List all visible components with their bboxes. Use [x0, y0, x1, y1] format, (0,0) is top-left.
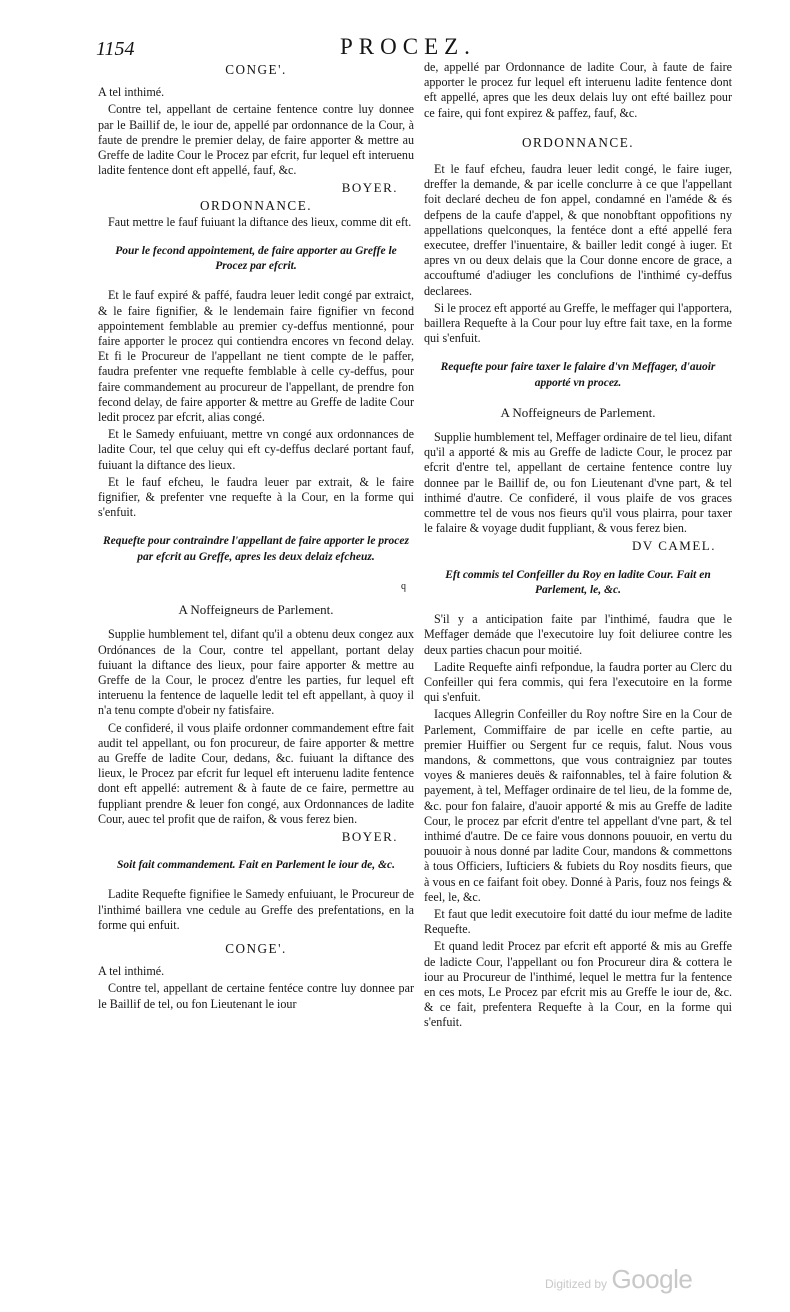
italic-heading: Requefte pour contraindre l'appellant de faire apporter le procez par efcrit au Greffe, apres les deux delaiz efcheuz. [102, 535, 409, 563]
paragraph: Supplie humblement tel, Meffager ordinaire de tel lieu, difant qu'il a apporté & mis au Greffe de ladicte Cour, le procez par efcrit d'entre tel, appellant de certaine fentence contre luy donnee par le Baillif de, ou fon Lieutenant d'vne part, & tel inthimé d'autre. Ce confideré, il vous plaife de vos graces commettre tel de vous nos fieurs qu'il vous plairra, pour taxer le falaire & voyage dudit fuppliant, & vous ferez bien. [424, 430, 732, 536]
paragraph: Et le fauf expiré & paffé, faudra leuer ledit congé par extraict, & le faire fignifier, & le lendemain faire fignifier vn fecond appointement femblable au premier cy-deffus mentionné, pour faire apporter le procez qui contiendra encores vn fecond delay. Et fi le Procureur de l'appellant ne tient compte de le paffer, faudra prefenter vne requefte femblable à celle cy-deffus, pour faire commandement au procureur de l'appellant, de prendre fon fecond delay, de faire apporter & mettre au Greffe de ladite Cour ledit procez par efcrit, alias congé. [98, 288, 414, 425]
paragraph: Contre tel, appellant de certaine fentence contre luy donnee par le Baillif de, le iour de, appellé par ordonnance de la Cour, à faute de prendre le premier delay, de faire apporter & mettre au Greffe de ladite Cour le Procez par efcrit, fur lequel eft interuenu ladite fentence dont eft appellé, fauf, &c. [98, 102, 414, 178]
heading-conge: CONGE'. [225, 62, 287, 77]
heading-ordonnance: ORDONNANCE. [199, 197, 313, 213]
italic-heading: Requefte pour faire taxer le falaire d'vn Meffager, d'auoir apporté vn procez. [440, 361, 716, 389]
paragraph: Et le fauf efcheu, faudra leuer ledit congé, le faire iuger, dreffer la demande, & par icelle conclurre à ce que l'appellant foit declaré decheu de fon appel, condamné en l'améde & és defpens de la caufe d'appel, & que nonobftant oppofitions ny appellations quelconques, la fentéce dont a efté appellé fera executee, dreffer l'inuentaire, & bailler ledit congé à iuger. Et apres vn ou deux delais que la Cour donne encore de grace, a accouftumé d'adiuger les conclufions de l'inthimé cy-deffus declarees. [424, 162, 732, 298]
running-title: PROCEZ. [340, 34, 476, 59]
paragraph: Et le fauf efcheu, le faudra leuer par extrait, & le faire fignifier, & prefenter vne requefte à la Cour, en la forme qui s'enfuit. [98, 474, 414, 520]
signature: BOYER. [341, 180, 398, 196]
address-line: A tel inthimé. [98, 964, 165, 979]
right-column [424, 60, 732, 1033]
address-heading: A Noffeigneurs de Parlement. [500, 404, 656, 420]
italic-heading: Soit fait commandement. Fait en Parlement le iour de, &c. [117, 859, 395, 872]
paragraph: Iacques Allegrin Confeiller du Roy noftre Sire en la Cour de Parlement, Commiffaire de par icelle en cefte partie, au premier Huiffier ou Sergent fur ce requis, falut. Nous vous mandons, & commettons, que vous contraigniez par toutes voyes & manieres deuës & raifonnables, tel à faire folution & payement, à tel, Meffager ordinaire de tel lieu, de la fomme de, &c. pour fon falaire, d'auoir apporté & mis au Greffe de ladite Cour, le procez par efcrit d'entre tel appellant d'vne part, & tel inthimé d'autre. De ce faire vous donnons pouuoir, en vertu du pouuoir à nous donné par ladite Cour, mandons & commettons à tous Officiers, Iufticiers & fubiets du Roy nosdits fieurs, que à vous en ce faifant foit obey. Donné à Paris, fouz nos feings & feel, le, &c. [424, 707, 732, 904]
paragraph: Faut mettre le fauf fuiuant la diftance des lieux, comme dit eft. [108, 214, 412, 229]
address-line: A tel inthimé. [98, 85, 165, 100]
signature: DV CAMEL. [631, 538, 716, 554]
paragraph: Et faut que ledit executoire foit datté du iour mefme de ladite Requefte. [424, 906, 732, 937]
heading-ordonnance: ORDONNANCE. [521, 134, 635, 150]
paragraph: Ladite Requefte fignifiee le Samedy enfuiuant, le Procureur de l'inthimé baillera vne cedule au Greffe des prefentations, en la forme qui enfuit. [98, 887, 414, 932]
paragraph: Si le procez eft apporté au Greffe, le meffager qui l'apportera, baillera Requefte à la Cour pour luy eftre fait taxe, en la forme qui s'enfuit. [424, 300, 732, 346]
paragraph: Contre tel, appellant de certaine fentéce contre luy donnee par le Baillif de tel, ou fon Lieutenant le iour [98, 981, 414, 1011]
signature-mark: q [401, 580, 406, 592]
digitized-watermark [545, 1264, 692, 1295]
paragraph: Supplie humblement tel, difant qu'il a obtenu deux congez aux Ordónances de la Cour, contre tel appellant, portant delay fuiuant la diftance des lieux, pour faire apporter & mettre au Greffe de la Cour, le procez d'entre les parties, fur lequel eft interuenu la fentence de laquelle ledit tel eft appellant, à quoy il n'a tenu compte d'obeir ny fatisfaire. [98, 627, 414, 718]
heading-conge: CONGE'. [225, 940, 287, 956]
google-logo: Google [611, 1264, 693, 1294]
italic-heading: Eft commis tel Confeiller du Roy en ladite Cour. Fait en Parlement, le, &c. [445, 568, 711, 596]
italic-heading: Pour le fecond appointement, de faire apporter au Greffe le Procez par efcrit. [115, 245, 397, 273]
signature: BOYER. [341, 828, 398, 844]
paragraph: de, appellé par Ordonnance de ladite Cour, à faute de faire apporter le procez fur lequel eft interuenu ladite fentence dont eft appellé, apres que les deux delais luy ont efté baillez pour ce faire, qui font expirez & paffez, fauf, &c. [424, 60, 732, 120]
left-column [98, 60, 414, 1014]
paragraph: Et le Samedy enfuiuant, mettre vn congé aux ordonnances de ladite Cour, tel que celuy qui eft cy-deffus declaré portant fauf, fuiuant la diftance des lieux. [98, 427, 414, 472]
page-number: 1154 [96, 38, 135, 60]
paragraph: Et quand ledit Procez par efcrit eft apporté & mis au Greffe de ladicte Cour, l'appellant ou fon Procureur dira & cottera le iour au Procureur de l'inthimé, lequel le mettra fur la fentence en ces mots, Le Procez par efcrit mis au Greffe le iour de, &c. & ce fait, prefentera Requefte à la Cour, en la forme qui s'enfuit. [424, 939, 732, 1030]
paragraph: S'il y a anticipation faite par l'inthimé, faudra que le Meffager demáde que l'executoire luy foit deliuree contre les deux parties chacun pour moitié. [424, 612, 732, 657]
watermark-prefix: Digitized by [545, 1277, 608, 1291]
paragraph: Ladite Requefte ainfi refpondue, la faudra porter au Clerc du Confeiller qui fera commis, qui fera l'executoire en la forme qui s'enfuit. [424, 659, 732, 705]
paragraph: Ce confideré, il vous plaife ordonner commandement eftre fait audit tel appellant, ou fon procureur, de faire apporter & mettre au Greffe de ladite Cour, dedans, &c. fuiuant la diftance des lieux, le Procez par efcrit fur lequel eft interuenu ladite fentence dont eft appellé: autrement & à faute de ce faire, permettre au fuppliant prendre & leuer fon congé, aux Ordonnances de ladite Cour, auec tel profit que de raifon, & vous ferez bien. [98, 720, 414, 826]
address-heading: A Noffeigneurs de Parlement. [178, 602, 334, 618]
